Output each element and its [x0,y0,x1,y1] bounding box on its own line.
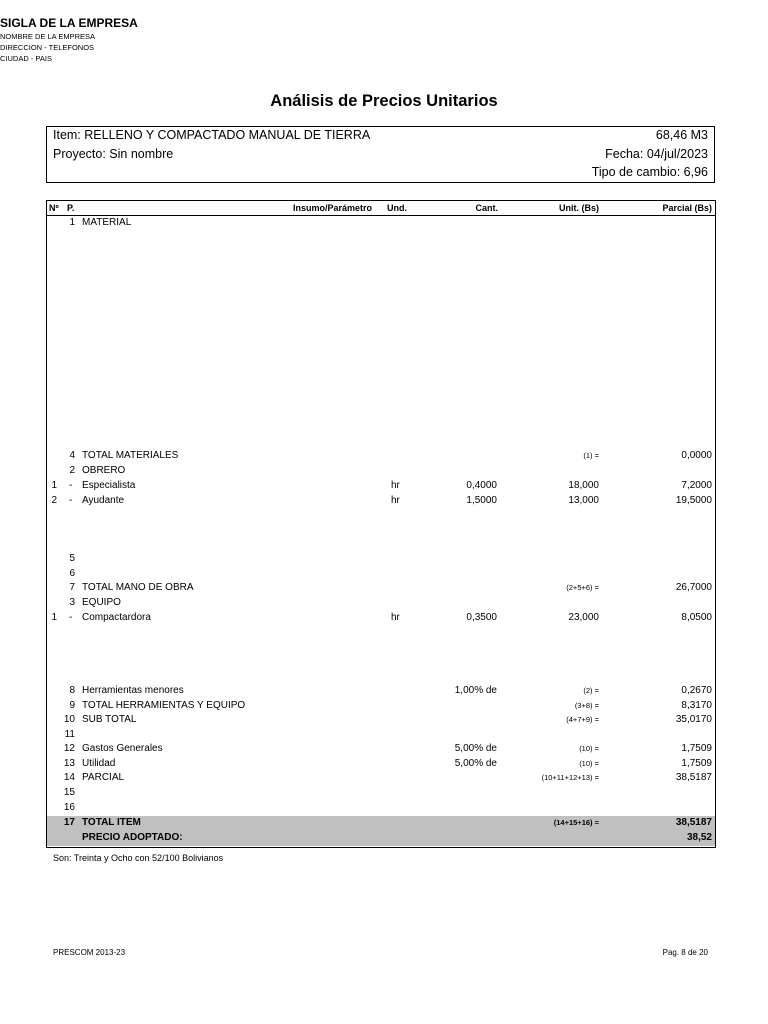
row-number: 11 [64,729,75,740]
table-row [47,757,715,771]
table-row [47,713,715,727]
row-unit-price: 13,000 [568,495,599,506]
row-parcial: 35,0170 [675,714,712,725]
row-parcial: 19,5000 [675,495,712,506]
table-row [47,567,715,581]
row-quantity: 0,3500 [466,612,497,623]
row-unit-price: 23,000 [568,612,599,623]
row-number: 16 [63,802,75,813]
row-number: 3 [69,597,75,608]
header-p: P. [67,203,75,213]
page-title: Análisis de Precios Unitarios [270,92,498,110]
item-info-box [46,126,715,183]
row-unit: hr [391,480,400,491]
company-name: NOMBRE DE LA EMPRESA [0,32,96,41]
row-dash: - [69,495,73,506]
table-row [47,449,715,463]
table-row [47,742,715,756]
row-number: 7 [69,582,75,593]
table-row [47,581,715,595]
row-description: SUB TOTAL [82,714,137,725]
row-parcial: 38,5187 [675,772,712,783]
table-row [47,464,715,478]
row-description: OBRERO [82,465,126,476]
row-formula: (2) = [583,686,599,695]
company-address: DIRECCION - TELEFONOS [0,43,95,52]
row-unit: hr [391,612,400,623]
header-no: Nº [49,203,59,213]
date: Fecha: 04/jul/2023 [605,147,708,161]
row-description: Utilidad [82,758,116,769]
row-unit: hr [391,495,400,506]
header-und: Und. [387,203,407,213]
footer-software: PRESCOM 2013-23 [53,948,126,957]
table-row [47,801,715,815]
row-description: PARCIAL [82,772,125,783]
row-number: 10 [63,714,75,725]
table-row [47,786,715,800]
row-number: 5 [69,553,75,564]
row-number: 1 [51,480,57,491]
item-quantity: 68,46 M3 [655,128,708,142]
row-formula: (10) = [579,744,599,753]
table-row [47,728,715,742]
row-description: EQUIPO [82,597,121,608]
row-quantity: 5,00% de [454,743,497,754]
row-formula: (14+15+16) = [553,818,599,827]
row-number: 1 [69,217,75,228]
row-formula: (10+11+12+13) = [541,773,599,782]
amount-in-words: Son: Treinta y Ocho con 52/100 Bolivianos [53,853,224,863]
row-unit-price: 18,000 [568,480,599,491]
row-number: 8 [69,685,75,696]
table-row [47,552,715,566]
table-row [47,771,715,785]
row-number: 6 [69,568,75,579]
row-parcial: 0,2670 [681,685,712,696]
row-parcial: 1,7509 [681,743,712,754]
row-parcial: 38,52 [686,832,712,843]
company-city: CIUDAD - PAIS [0,54,52,63]
item-name: Item: RELLENO Y COMPACTADO MANUAL DE TIERRA [53,128,371,142]
row-parcial: 38,5187 [675,817,712,828]
header-parcial: Parcial (Bs) [662,203,712,213]
row-description: TOTAL MANO DE OBRA [82,582,194,593]
row-description: TOTAL MATERIALES [82,450,179,461]
row-formula: (1) = [583,451,599,460]
row-formula: (4+7+9) = [566,715,599,724]
row-parcial: 8,3170 [681,700,712,711]
total-item-row [47,816,715,830]
row-description: Gastos Generales [82,743,163,754]
table-row [47,596,715,610]
row-parcial: 8,0500 [681,612,712,623]
row-number: 4 [69,450,75,461]
row-description: TOTAL HERRAMIENTAS Y EQUIPO [82,700,246,711]
table-row [47,699,715,713]
row-number: 2 [51,495,57,506]
row-description: Especialista [82,480,136,491]
row-number: 9 [69,700,75,711]
row-number: 13 [63,758,75,769]
row-description: Herramientas menores [82,685,184,696]
row-description: MATERIAL [82,217,132,228]
table-row [47,611,715,625]
footer-page-number: Pag. 8 de 20 [662,948,708,957]
price-analysis-table [46,200,716,848]
row-description: TOTAL ITEM [82,817,141,828]
table-row [47,684,715,698]
row-formula: (10) = [579,759,599,768]
row-parcial: 0,0000 [681,450,712,461]
header-cant: Cant. [475,203,498,213]
row-number: 14 [63,772,75,783]
project-name: Proyecto: Sin nombre [53,147,174,161]
row-number: 1 [51,612,57,623]
row-quantity: 1,5000 [466,495,497,506]
table-row [47,494,715,508]
header-unit: Unit. (Bs) [559,203,599,213]
row-dash: - [69,612,73,623]
row-quantity: 0,4000 [466,480,497,491]
row-parcial: 1,7509 [681,758,712,769]
header-insumo: Insumo/Parámetro [293,203,373,213]
table-row [47,216,715,230]
row-dash: - [69,480,73,491]
company-sigla: SIGLA DE LA EMPRESA [0,16,138,30]
row-formula: (3+8) = [574,701,599,710]
exchange-rate: Tipo de cambio: 6,96 [591,165,708,179]
row-number: 12 [63,743,75,754]
row-description: Ayudante [82,495,125,506]
row-description: Compactardora [82,612,151,623]
adopted-price-row [47,831,715,845]
row-quantity: 1,00% de [454,685,497,696]
row-number: 2 [69,465,75,476]
row-formula: (2+5+6) = [566,583,599,592]
row-description: PRECIO ADOPTADO: [82,832,183,843]
row-quantity: 5,00% de [454,758,497,769]
row-parcial: 26,7000 [675,582,712,593]
row-number: 17 [63,817,75,828]
row-number: 15 [63,787,75,798]
table-row [47,479,715,493]
row-parcial: 7,2000 [681,480,712,491]
